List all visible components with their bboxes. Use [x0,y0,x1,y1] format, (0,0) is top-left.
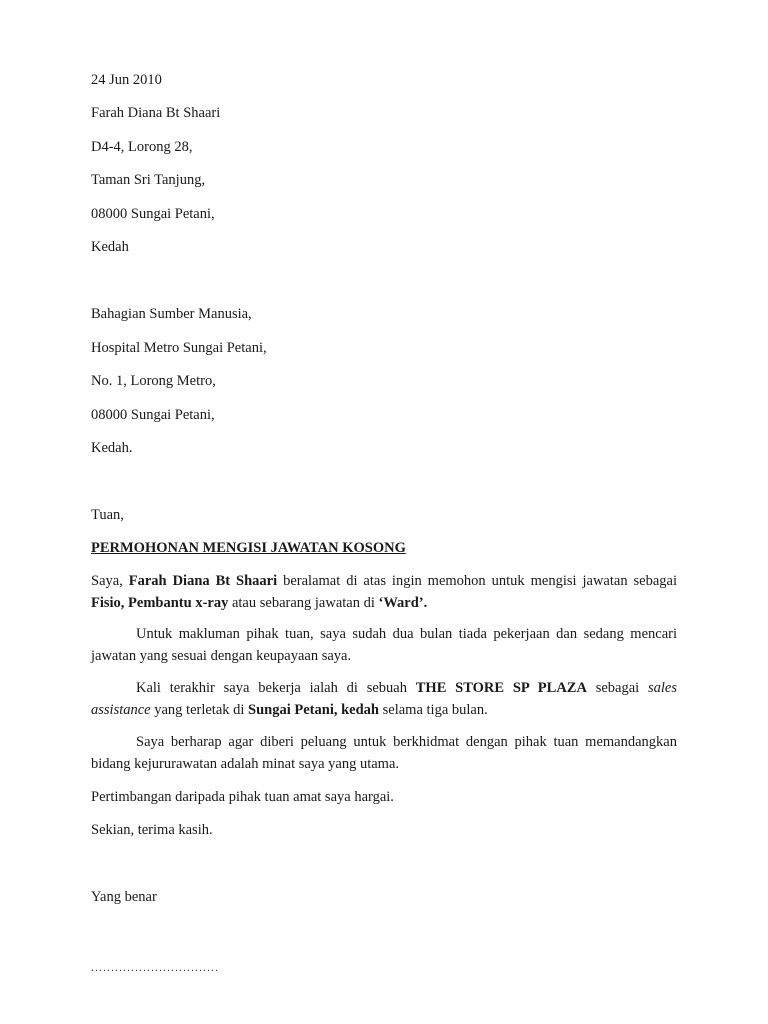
previous-role: sales [648,680,678,696]
paragraph-work-history [91,677,677,721]
sender-address-line: D4-4, Lorong 28, [91,139,193,155]
previous-employer: THE STORE SP PLAZA [415,680,587,696]
paragraph-line: Untuk makluman pihak tuan, saya sudah dua bulan tiada pekerjaan dan sedang mencari [136,626,677,642]
sender-address-line: 08000 Sungai Petani, [91,206,215,222]
recipient-address-line: Hospital Metro Sungai Petani, [91,340,267,356]
previous-location: Sungai Petani, kedah [248,702,379,718]
signoff: Yang benar [91,889,157,905]
paragraph-consideration: Pertimbangan daripada pihak tuan amat saya hargai. [91,789,394,805]
text-run: beralamat di atas ingin memohon untuk mengisi jawatan sebagai [277,573,677,589]
text-run: sebagai [586,680,649,696]
previous-role: assistance [91,702,151,718]
text-run: Saya, [91,573,129,589]
paragraph-motivation [91,731,677,775]
paragraph-line [91,570,677,592]
text-run: selama tiga bulan. [379,702,488,718]
recipient-address-line: 08000 Sungai Petani, [91,407,215,423]
text-run: yang terletak di [150,702,249,718]
paragraph-intro [91,570,677,614]
letter-subject: PERMOHONAN MENGISI JAWATAN KOSONG [91,540,406,556]
sender-state: Kedah [91,239,129,255]
closing-line: Sekian, terima kasih. [91,822,213,838]
sender-name: Farah Diana Bt Shaari [91,105,221,121]
paragraph-line [91,592,677,614]
applied-position: Fisio, Pembantu x-ray [91,595,229,611]
paragraph-line [91,677,677,699]
recipient-state: Kedah. [91,440,133,456]
paragraph-line: bidang kejururawatan adalah minat saya yang utama. [91,756,400,772]
text-run: atau sebarang jawatan di [228,595,379,611]
applicant-name: Farah Diana Bt Shaari [128,573,278,589]
applied-department: ‘Ward’. [378,595,428,611]
salutation: Tuan, [91,507,124,523]
paragraph-line [91,699,677,721]
signature-line: ................................ [91,960,219,974]
text-run: Kali terakhir saya bekerja ialah di sebuah [136,680,416,696]
recipient-department: Bahagian Sumber Manusia, [91,306,252,322]
paragraph-employment-status [91,623,677,667]
paragraph-line: Saya berharap agar diberi peluang untuk berkhidmat dengan pihak tuan memandangkan [136,734,677,750]
letter-date: 24 Jun 2010 [91,72,162,88]
recipient-address-line: No. 1, Lorong Metro, [91,373,216,389]
paragraph-line: jawatan yang sesuai dengan keupayaan saya. [91,648,352,664]
sender-address-line: Taman Sri Tanjung, [91,172,206,188]
